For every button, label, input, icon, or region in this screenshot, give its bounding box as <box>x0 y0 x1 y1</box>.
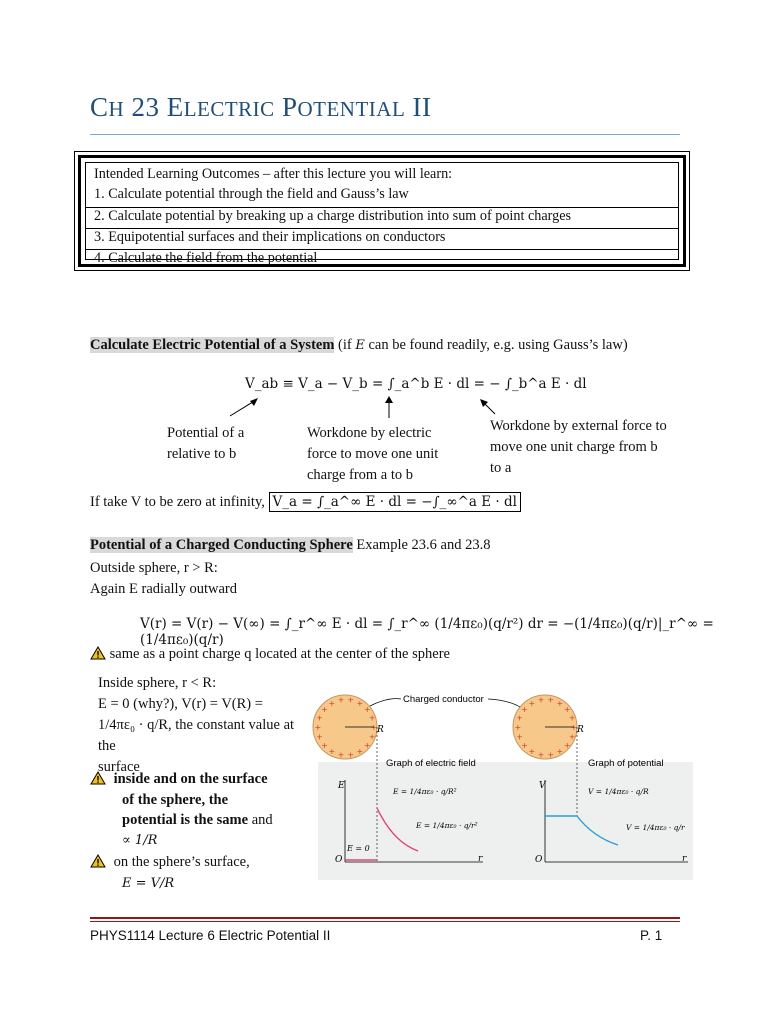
outside-potential-equation: V(r) = V(r) − V(∞) = ∫_r^∞ E · dl = ∫_r^∞ (1/4πε₀)(q/r²) dr = −(1/4πε₀)(q/r)|_r^∞ = (1/4πε₀)(q/r) <box>140 616 714 648</box>
plus-charge-mark: + <box>568 713 576 723</box>
plus-charge-mark: + <box>547 695 555 705</box>
plus-charge-mark: + <box>528 698 536 708</box>
plus-charge-mark: + <box>547 750 555 760</box>
plus-charge-mark: + <box>556 747 564 757</box>
title-underline <box>90 134 680 135</box>
outside-sphere-text: Outside sphere, r > R: <box>90 560 218 576</box>
outcome-item-3: 3. Equipotential surfaces and their implications on conductors <box>86 228 678 246</box>
plus-charge-mark: + <box>321 705 328 714</box>
radius-label-right: R <box>577 725 584 735</box>
svg-text:r: r <box>478 854 483 864</box>
point-charge-note: same as a point charge q located at the center of the sphere <box>90 646 450 663</box>
potential-outside-label: V = 1/4πε₀ · q/r <box>626 823 685 832</box>
plus-charge-mark: + <box>328 747 336 757</box>
plus-charge-mark: + <box>316 732 323 742</box>
label-workdone-electric: Workdone by electric force to move one unit charge from a to b <box>307 425 439 483</box>
plus-charge-mark: + <box>347 750 355 760</box>
outcome-item-4: 4. Calculate the field from the potential <box>86 249 678 267</box>
plus-charge-mark: + <box>521 741 528 750</box>
plus-charge-mark: + <box>514 723 522 732</box>
graph-potential-title: Graph of potential <box>588 758 664 769</box>
annotation-arrows <box>150 392 510 422</box>
svg-text:O: O <box>535 855 543 865</box>
outcomes-heading: Intended Learning Outcomes – after this lecture you will learn: <box>94 166 453 182</box>
plus-charge-mark: + <box>528 747 536 757</box>
plus-charge-mark: + <box>337 750 345 760</box>
field-zero-label: E = 0 <box>347 844 370 853</box>
plus-charge-mark: + <box>568 732 576 742</box>
plus-charge-mark: + <box>356 698 364 708</box>
again-text: Again E radially outward <box>90 581 237 597</box>
page-number: P. 1 <box>640 928 663 943</box>
potential-difference-equation: V_ab ≡ V_a − V_b = ∫_a^b E · dl = − ∫_b^a E · dl <box>245 376 587 392</box>
footer-left: PHYS1114 Lecture 6 Electric Potential II <box>90 928 331 943</box>
svg-text:E: E <box>338 781 345 791</box>
plus-charge-mark: + <box>368 732 376 742</box>
plus-charge-mark: + <box>516 732 523 742</box>
plus-charge-mark: + <box>563 741 571 750</box>
charged-conductor-label: Charged conductor <box>403 694 484 705</box>
warning-icon <box>90 646 106 660</box>
inside-sphere-block: Inside sphere, r < R: E = 0 (why?), V(r) = V(R) = 1/4πε₀ · q/R, the constant value at the surface <box>98 675 295 775</box>
plus-charge-mark: + <box>316 713 323 723</box>
plus-charge-mark: + <box>556 698 564 708</box>
plus-charge-mark: + <box>337 695 345 705</box>
plus-charge-mark: + <box>328 698 336 708</box>
plus-charge-mark: + <box>521 705 528 714</box>
section2-line: Potential of a Charged Conducting Sphere Example 23.6 and 23.8 <box>90 537 491 553</box>
warning-icon <box>90 854 106 868</box>
plus-charge-mark: + <box>516 713 523 723</box>
section1-line: Calculate Electric Potential of a System (if E can be found readily, e.g. using Gauss’s law) <box>90 337 628 353</box>
warning-surface-field: on the sphere’s surface, E = V/R <box>90 852 300 894</box>
page-title: CH 23 ELECTRIC POTENTIAL II <box>90 92 432 122</box>
plus-charge-mark: + <box>356 747 364 757</box>
label-workdone-external: Workdone by external force to move one unit charge from b to a <box>490 418 667 476</box>
learning-outcomes-box <box>78 155 686 267</box>
infinity-equation-box: V_a = ∫_a^∞ E · dl = −∫_∞^a E · dl <box>269 492 521 512</box>
field-at-R-label: E = 1/4πε₀ · q/R² <box>393 787 457 796</box>
plus-charge-mark: + <box>537 695 545 705</box>
potential-at-R-label: V = 1/4πε₀ · q/R <box>588 787 649 796</box>
plus-charge-mark: + <box>370 723 378 732</box>
plus-charge-mark: + <box>314 723 322 732</box>
sphere-field-potential-figure <box>308 682 693 882</box>
radius-label-left: R <box>377 725 384 735</box>
section2-heading: Potential of a Charged Conducting Sphere <box>90 537 353 553</box>
plus-charge-mark: + <box>363 705 371 714</box>
svg-text:r: r <box>682 854 687 864</box>
warning-same-potential: inside and on the surface of the sphere, the potential is the same and ∝ 1/R <box>90 769 300 851</box>
e-vector-symbol: E <box>355 338 365 353</box>
plus-charge-mark: + <box>363 741 371 750</box>
footer-rule-thin <box>90 921 680 922</box>
plus-charge-mark: + <box>321 741 328 750</box>
plus-charge-mark: + <box>537 750 545 760</box>
svg-text:V: V <box>539 781 546 791</box>
section1-heading: Calculate Electric Potential of a System <box>90 337 335 353</box>
plus-charge-mark: + <box>368 713 376 723</box>
plus-charge-mark: + <box>570 723 578 732</box>
footer-rule <box>90 917 680 919</box>
svg-text:O: O <box>335 855 343 865</box>
label-potential-of-a: Potential of a relative to b <box>167 425 245 462</box>
plus-charge-mark: + <box>563 705 571 714</box>
plus-charge-mark: + <box>347 695 355 705</box>
graph-field-title: Graph of electric field <box>386 758 476 769</box>
outcome-item-1: 1. Calculate potential through the field and Gauss’s law <box>94 186 409 202</box>
field-outside-label: E = 1/4πε₀ · q/r² <box>416 821 478 830</box>
warning-icon <box>90 771 106 785</box>
outcome-item-2: 2. Calculate potential by breaking up a charge distribution into sum of point charges <box>86 207 678 225</box>
infinity-line: If take V to be zero at infinity, V_a = ∫_a^∞ E · dl = −∫_∞^a E · dl <box>90 494 521 511</box>
